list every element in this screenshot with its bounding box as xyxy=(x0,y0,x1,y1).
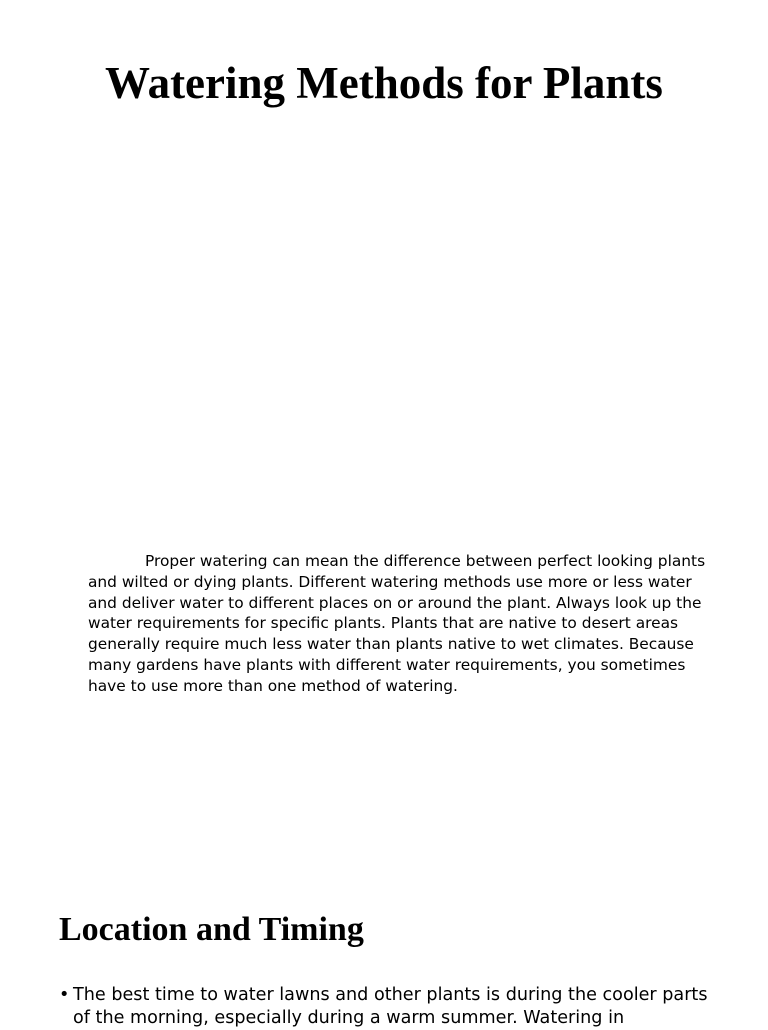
list-item xyxy=(59,984,709,1030)
bullet-icon: • xyxy=(59,985,70,1005)
bullet-text: The best time to water lawns and other plants is during the cooler parts of the morning, especially during a warm summer. Watering in xyxy=(73,985,708,1028)
bullet-list xyxy=(59,984,709,1030)
section-heading-location-timing: Location and Timing xyxy=(59,911,364,948)
intro-paragraph: Proper watering can mean the difference between perfect looking plants and wilted or dying plants. Different watering methods use more or less water and deliver water to different places on or around the plant. Always look up the water requirements for specific plants. Plants that are native to desert areas generally require much less water than plants native to wet climates. Because many gardens have plants with different water requirements, you sometimes have to use more than one method of watering. xyxy=(88,552,706,695)
document-title: Watering Methods for Plants xyxy=(105,58,663,108)
